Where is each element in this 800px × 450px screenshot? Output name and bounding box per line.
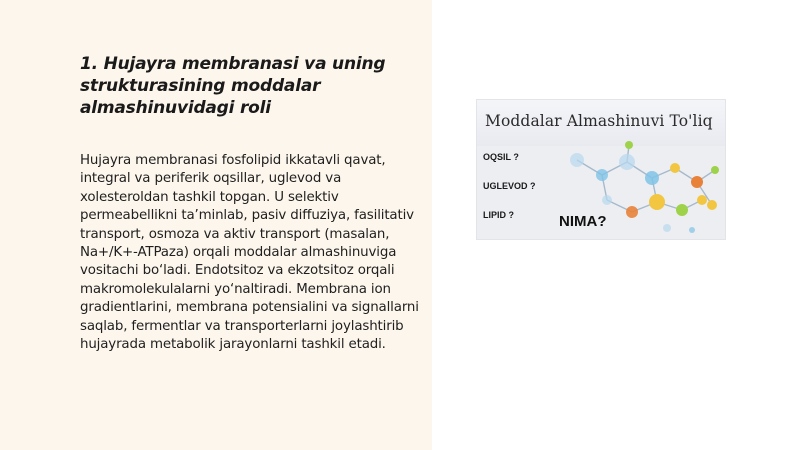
atom	[689, 227, 695, 233]
atom	[645, 171, 659, 185]
atom	[691, 176, 703, 188]
atom	[596, 169, 608, 181]
figure-label-oqsil: OQSIL ?	[483, 152, 519, 162]
atom	[625, 141, 633, 149]
figure-caption: NIMA?	[559, 213, 607, 230]
atom	[626, 206, 638, 218]
atom	[663, 224, 671, 232]
atom	[707, 200, 717, 210]
slide-title: 1. Hujayra membranasi va uning strukturasining moddalar almashinuvidagi roli	[80, 54, 386, 118]
figure-title: Moddalar Almashinuvi To'liq	[485, 112, 713, 130]
atom	[670, 163, 680, 173]
atom	[649, 194, 665, 210]
atom	[602, 195, 612, 205]
slide-body-text: Hujayra membranasi fosfolipid ikkatavli qavat, integral va periferik oqsillar, uglevod va xolesteroldan tashkil topgan. U selektiv permeabellikni ta’minlab, pasiv diffuziya, fasilitativ transport, osmoza va aktiv transport (masalan, Na+/K+-ATPaza) orqali moddalar almashinuviga vositachi bo‘ladi. Endotsitoz va ekzotsitoz orqali makromolekulalarni yo‘naltiradi. Membrana ion gradientlarini, membrana potensialini va signallarni saqlab, fermentlar va transporterlarni joylashtirib hujayrada metabolik jarayonlarni tashkil etadi.	[80, 153, 419, 353]
figure-label-uglevod: UGLEVOD ?	[483, 181, 536, 191]
figure-label-lipid: LIPID ?	[483, 210, 514, 220]
atom	[676, 204, 688, 216]
atom	[619, 154, 635, 170]
atom	[570, 153, 584, 167]
atom	[697, 195, 707, 205]
atom	[711, 166, 719, 174]
metabolism-figure	[476, 99, 726, 240]
